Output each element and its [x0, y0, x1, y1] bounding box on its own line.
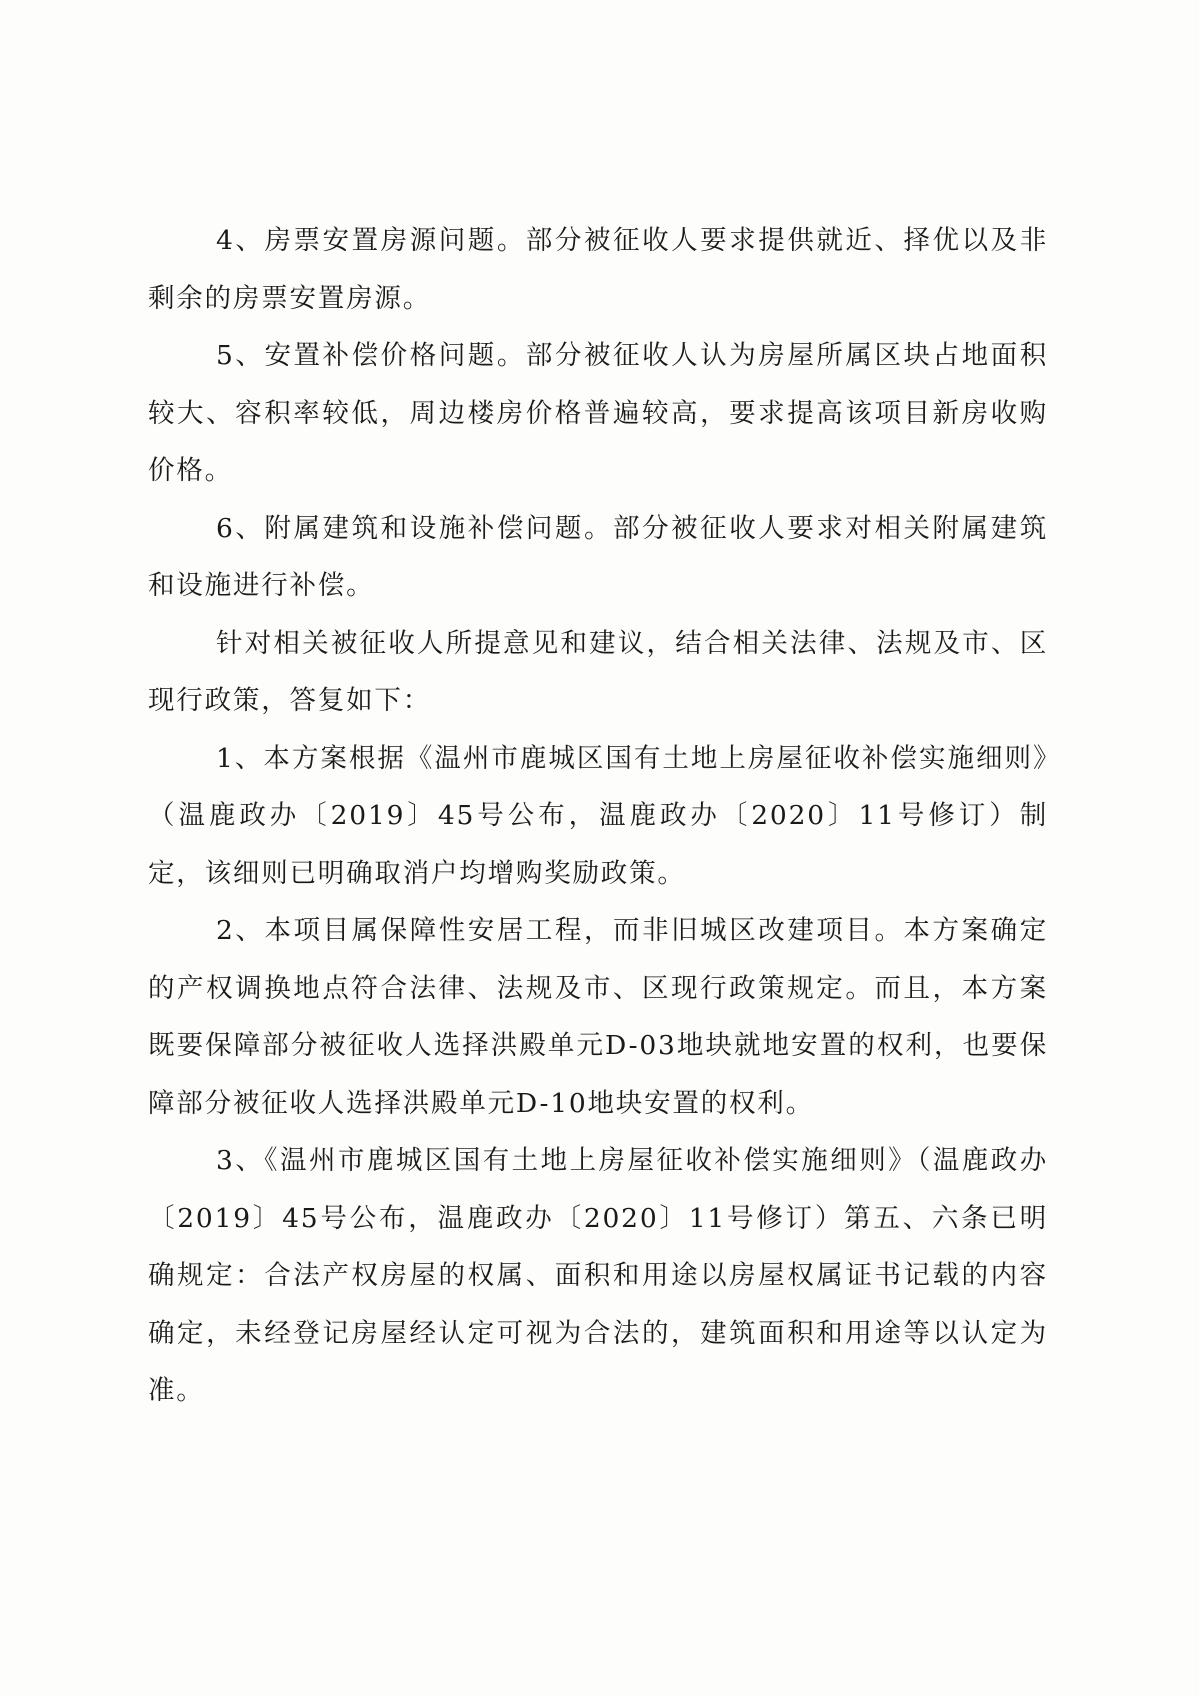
paragraph-housing-voucher-issue: 4、房票安置房源问题。部分被征收人要求提供就近、择优以及非剩余的房票安置房源。 [148, 225, 1048, 314]
paragraph-ancillary-building-issue: 6、附属建筑和设施补偿问题。部分被征收人要求对相关附属建筑和设施进行补偿。 [148, 512, 1048, 601]
paragraph-response-1: 1、本方案根据《温州市鹿城区国有土地上房屋征收补偿实施细则》（温鹿政办〔2019〕45号公布，温鹿政办〔2020〕11号修订）制定，该细则已明确取消户均增购奖励政策。 [148, 742, 1048, 889]
paragraph-response-2: 2、本项目属保障性安居工程，而非旧城区改建项目。本方案确定的产权调换地点符合法律、法规及市、区现行政策规定。而且，本方案既要保障部分被征收人选择洪殿单元D-03地块就地安置的权利，也要保障部分被征收人选择洪殿单元D-10地块安置的权利。 [148, 915, 1048, 1119]
paragraph-compensation-price-issue: 5、安置补偿价格问题。部分被征收人认为房屋所属区块占地面积较大、容积率较低，周边楼房价格普遍较高，要求提高该项目新房收购价格。 [148, 340, 1048, 486]
paragraph-response-3: 3、《温州市鹿城区国有土地上房屋征收补偿实施细则》（温鹿政办〔2019〕45号公布，温鹿政办〔2020〕11号修订）第五、六条已明确规定：合法产权房屋的权属、面积和用途以房屋权属证书记载的内容确定，未经登记房屋经认定可视为合法的，建筑面积和用途等以认定为准。 [148, 1145, 1048, 1406]
body-text [148, 212, 1048, 1420]
paragraph-response-intro: 针对相关被征收人所提意见和建议，结合相关法律、法规及市、区现行政策，答复如下： [148, 627, 1048, 716]
